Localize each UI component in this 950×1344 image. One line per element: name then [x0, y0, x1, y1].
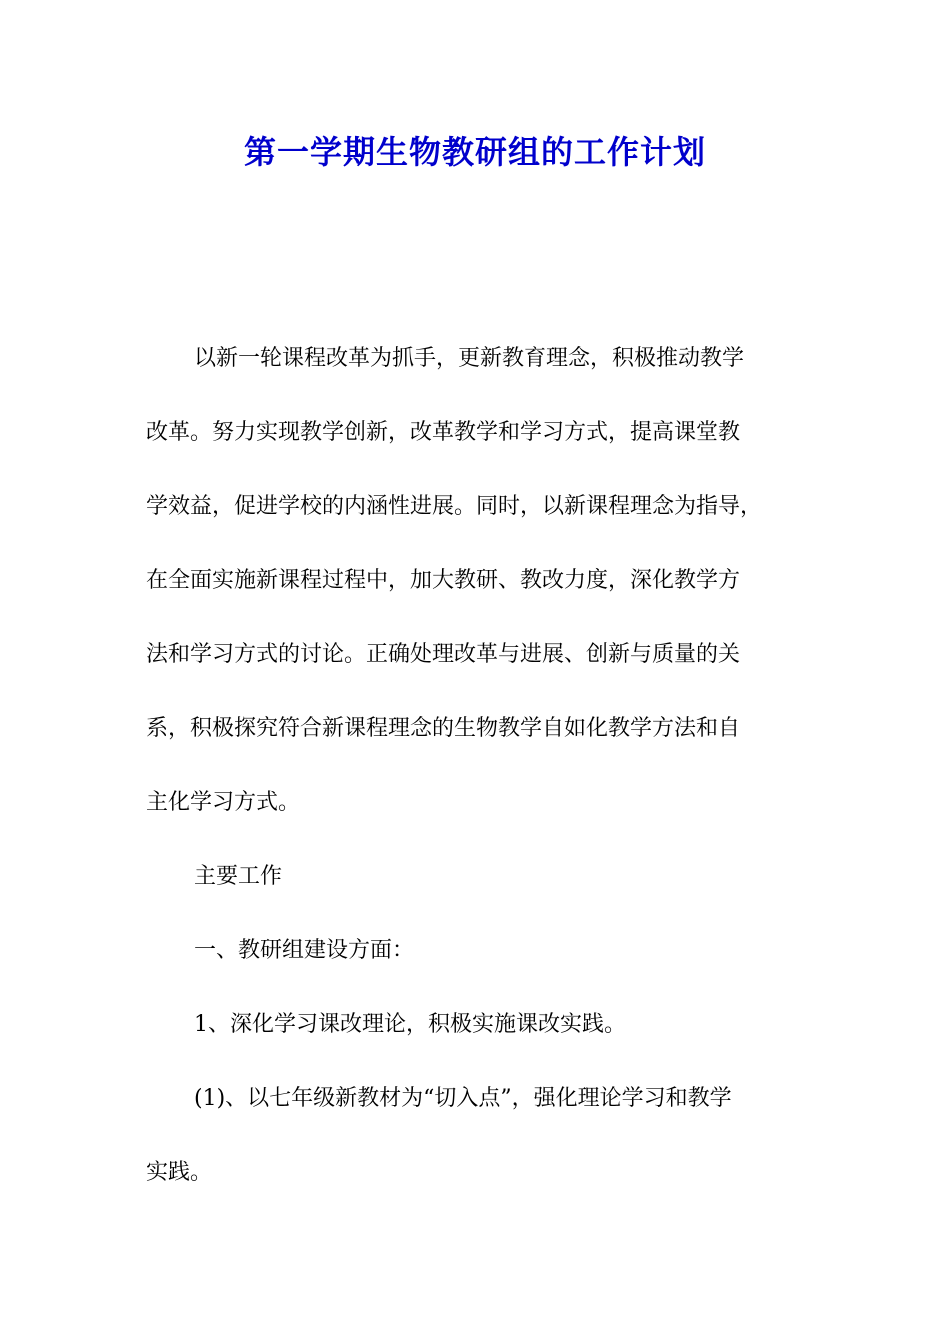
text-line: 改革。努力实现教学创新，改革教学和学习方式，提高课堂教: [146, 420, 741, 445]
text-line: (1)、以七年级新教材为“切入点”，强化理论学习和教学: [194, 1086, 732, 1111]
document-body: [146, 322, 826, 1210]
section-heading: 主要工作: [194, 864, 283, 889]
text-line: 在全面实施新课程过程中，加大教研、教改力度，深化教学方: [146, 568, 741, 593]
text-line: 系，积极探究符合新课程理念的生物教学自如化教学方法和自: [146, 716, 741, 741]
paragraph-subitem-one: [146, 1062, 826, 1210]
text-line: 实践。: [146, 1160, 213, 1185]
text-line: 1、深化学习课改理论，积极实施课改实践。: [194, 1012, 626, 1037]
section-heading: 一、教研组建设方面：: [194, 938, 415, 963]
text-line: 主化学习方式。: [146, 790, 301, 815]
paragraph-intro: [146, 322, 826, 840]
paragraph-item-one: [146, 988, 826, 1062]
text-line: 以新一轮课程改革为抓手，更新教育理念，积极推动教学: [194, 346, 745, 371]
text-line: 法和学习方式的讨论。正确处理改革与进展、创新与质量的关: [146, 642, 741, 667]
text-line: 学效益，促进学校的内涵性进展。同时，以新课程理念为指导，: [146, 494, 763, 519]
document-title: 第一学期生物教研组的工作计划: [243, 133, 706, 171]
paragraph-section-one: [146, 914, 826, 988]
paragraph-main-work: [146, 840, 826, 914]
